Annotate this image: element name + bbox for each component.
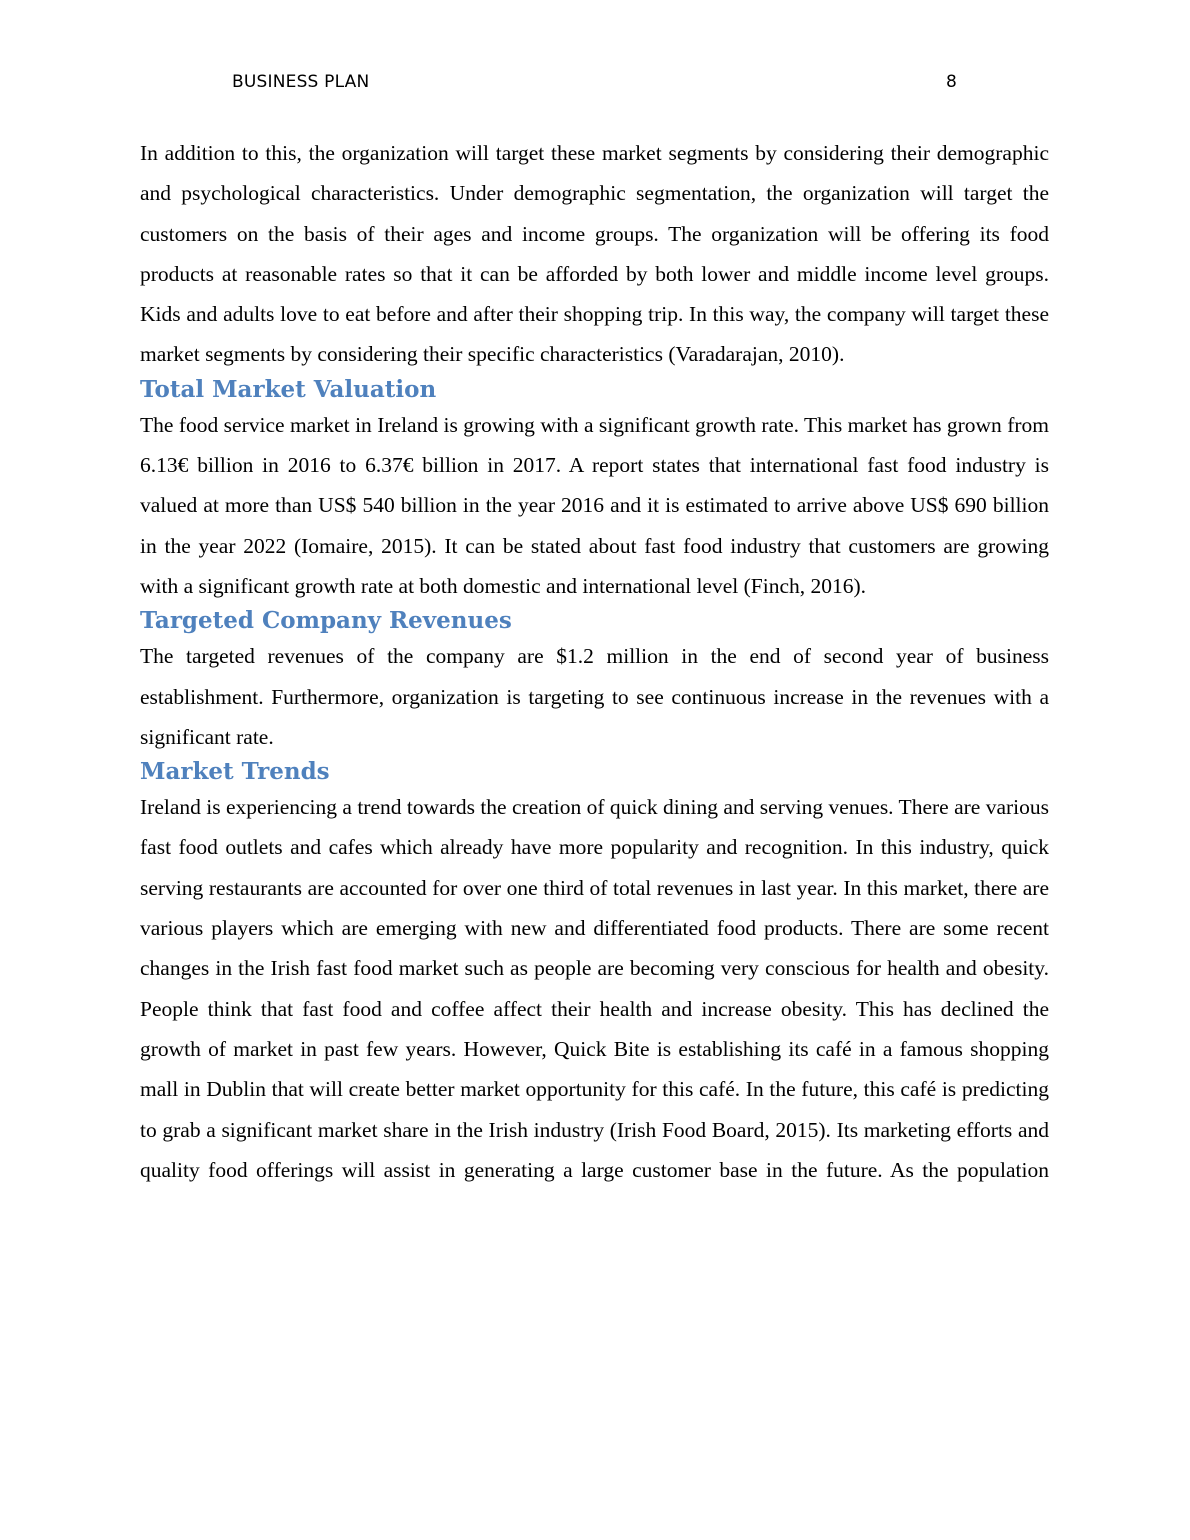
section-heading-total-market-valuation: Total Market Valuation bbox=[140, 375, 437, 403]
document-body bbox=[140, 133, 1049, 1190]
targeted-revenues-paragraph: The targeted revenues of the company are $1.2 million in the end of second year of business establishment. Furthermore, organization is targeting to see continuous increase in the revenues with a significant rate. bbox=[140, 644, 1049, 749]
page-number: 8 bbox=[946, 72, 957, 92]
total-market-paragraph: The food service market in Ireland is growing with a significant growth rate. This market has grown from 6.13€ billion in 2016 to 6.37€ billion in 2017. A report states that international fast food industry is valued at more than US$ 540 billion in the year 2016 and it is estimated to arrive above US$ 690 billion in the year 2022 (Iomaire, 2015). It can be stated about fast food industry that customers are growing with a significant growth rate at both domestic and international level (Finch, 2016). bbox=[140, 412, 1049, 598]
market-trends-paragraph: Ireland is experiencing a trend towards the creation of quick dining and serving venues. There are various fast food outlets and cafes which already have more popularity and recognition. In this industry, quick serving restaurants are accounted for over one third of total revenues in last year. In this market, there are various players which are emerging with new and differentiated food products. There are some recent changes in the Irish fast food market such as people are becoming very conscious for health and obesity. People think that fast food and coffee affect their health and increase obesity. This has declined the growth of market in past few years. However, Quick Bite is establishing its café in a famous shopping mall in Dublin that will create better market opportunity for this café. In the future, this café is predicting to grab a significant market share in the Irish industry (Irish Food Board, 2015). Its marketing efforts and quality food offerings will assist in generating a large customer base in the future. As the population bbox=[140, 795, 1049, 1182]
section-heading-targeted-company-revenues: Targeted Company Revenues bbox=[140, 607, 512, 635]
section-heading-market-trends: Market Trends bbox=[140, 758, 330, 786]
running-head: BUSINESS PLAN bbox=[232, 72, 370, 92]
intro-paragraph: In addition to this, the organization will target these market segments by considering their demographic and psychological characteristics. Under demographic segmentation, the organization will target the customers on the basis of their ages and income groups. The organization will be offering its food products at reasonable rates so that it can be afforded by both lower and middle income level groups. Kids and adults love to eat before and after their shopping trip. In this way, the company will target these market segments by considering their specific characteristics (Varadarajan, 2010). bbox=[140, 141, 1049, 367]
